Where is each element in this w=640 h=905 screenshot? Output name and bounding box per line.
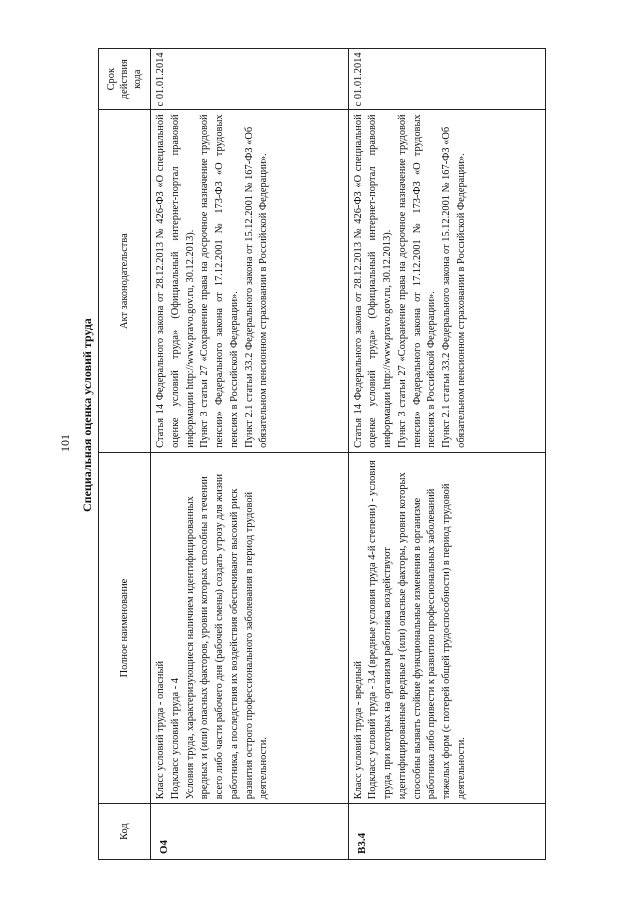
table-row [151, 49, 349, 860]
row-act [348, 110, 546, 452]
row-name-line: Класс условий труда - опасный [155, 660, 166, 800]
row-code: В3.4 [348, 804, 546, 860]
row-act-line: Пункт 3 статьи 27 «Сохранение права на досрочное назначение трудовой пенсии» Федерального закона от 17.12.2001 № 173-ФЗ «О трудовых пенсиях в Российской Федерации». [199, 114, 240, 448]
row-act-line: Статья 14 Федерального закона от 28.12.2013 № 426-ФЗ «О специальной оценке условий труда» (Официальный интернет-портал правовой информации http://www.pravo.gov.ru, 30.12.2013). [352, 114, 394, 448]
codes-table [98, 48, 546, 860]
row-code: О4 [151, 804, 349, 860]
header-act: Акт законодательства [99, 110, 151, 452]
page-title: Специальная оценка условий труда [80, 318, 94, 512]
row-name-line: Подкласс условий труда - 3.4 (вредные условия труда 4-й степени) - условия труда, при которых на организм работника воздействуют идентифицированные вредные и (или) опасные факторы, уровни которых способны вызвать стойкие функциональные изменения в организме работника либо привести к развитию профессиональных заболеваний тяжелых форм (с потерей общей трудоспособности) в период трудовой деятельности. [367, 460, 467, 800]
row-act-line: Статья 14 Федерального закона от 28.12.2013 № 426-ФЗ «О специальной оценке условий труда» (Официальный интернет-портал правовой информации http://www.pravo.gov.ru, 30.12.2013). [155, 114, 196, 448]
row-act [151, 110, 349, 452]
table-header-row [99, 49, 151, 860]
row-name-line: Класс условий труда - вредный [352, 661, 364, 800]
row-date: с 01.01.2014 [151, 49, 349, 110]
row-name [348, 452, 546, 803]
header-name: Полное наименование [99, 452, 151, 803]
row-act-line: Пункт 3 статьи 27 «Сохранение права на досрочное назначение трудовой пенсии» Федерального закона от 17.12.2001 № 173-ФЗ «О трудовых пенсиях в Российской Федерации». [396, 114, 438, 448]
row-name [151, 452, 349, 803]
page-number: 101 [58, 434, 72, 452]
header-code: Код [99, 804, 151, 860]
row-date: с 01.01.2014 [348, 49, 546, 110]
row-name-line: Условия труда, характеризующиеся наличием идентифицированных вредных и (или) опасных факторов, уровни которых способны в течении всего либо части рабочего дня (рабочей смены) создать угрозу для жизни работника, а последствия их воздействия обеспечивают высокий риск развития острого профессионального заболевания в период трудовой деятельности. [184, 473, 270, 800]
row-act-line: Пункт 2.1 статьи 33.2 Федерального закона от 15.12.2001 № 167-ФЗ «Об обязательном пенсионном страховании в Российской Федерации». [441, 126, 467, 448]
row-name-line: Подкласс условий труда - 4 [169, 678, 181, 800]
rotated-table-container [98, 48, 546, 860]
header-date: Срок действия кода [99, 49, 151, 110]
row-act-line: Пункт 2.1 статьи 33.2 Федерального закона от 15.12.2001 № 167-ФЗ «Об обязательном пенсионном страховании в Российской Федерации». [243, 126, 270, 448]
table-row [348, 49, 546, 860]
